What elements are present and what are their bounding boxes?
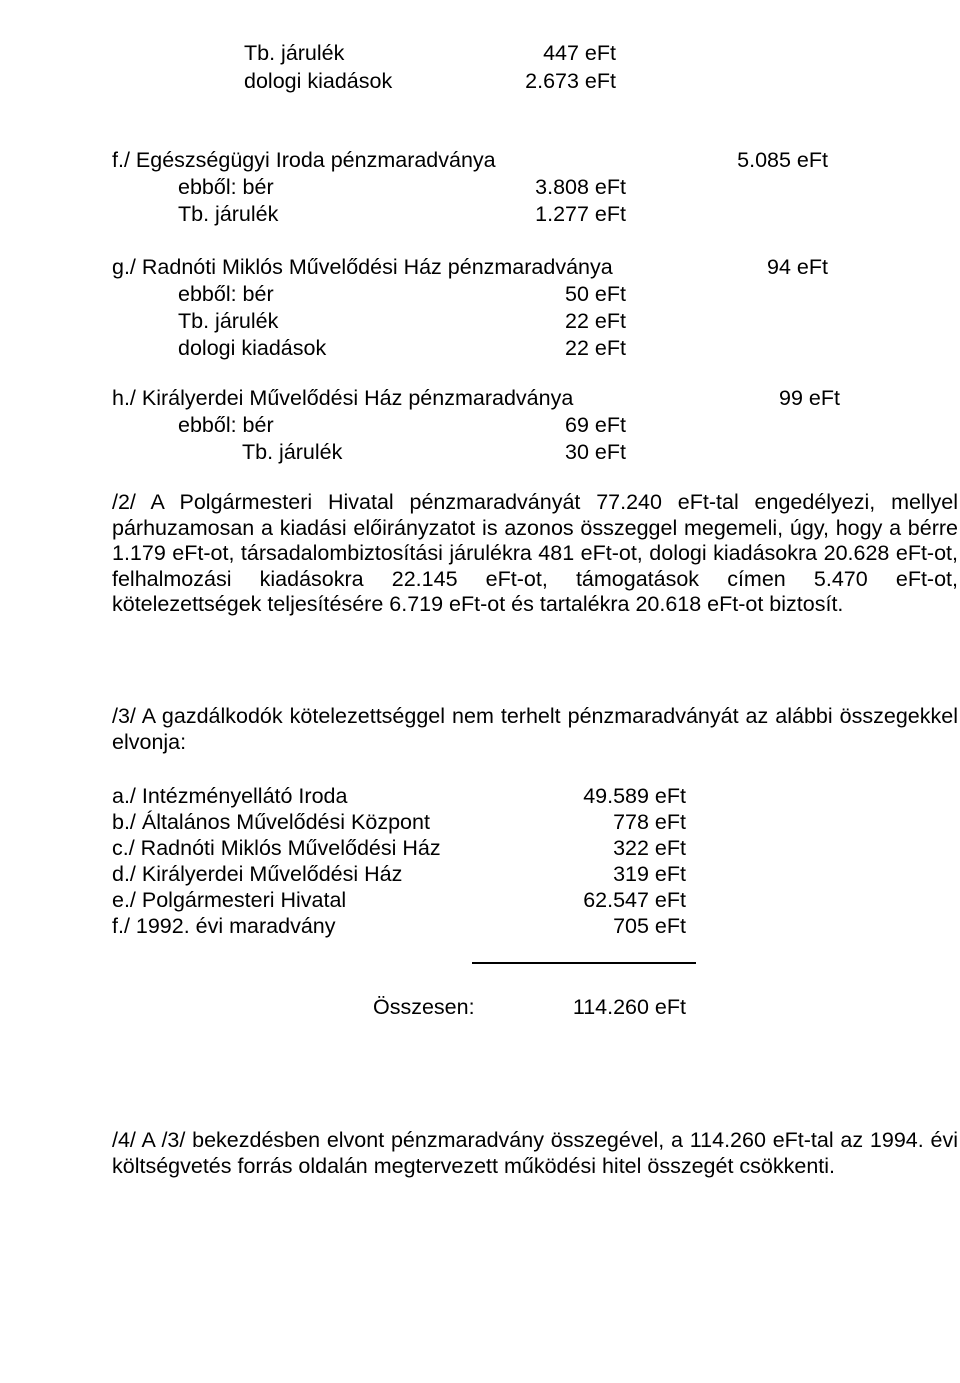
top-row-label: dologi kiadások xyxy=(244,69,393,93)
section-h-row-amount: 69 eFt xyxy=(565,413,626,437)
section-g-row-label: Tb. járulék xyxy=(178,309,279,333)
section-h-row-label: ebből: bér xyxy=(178,413,274,437)
list-item-label: d./ Királyerdei Művelődési Ház xyxy=(112,862,403,886)
list-item-amount: 778 eFt xyxy=(613,810,686,834)
list-item-amount: 49.589 eFt xyxy=(583,784,686,808)
section-g-row-amount: 22 eFt xyxy=(565,336,626,360)
paragraph-4: /4/ A /3/ bekezdésben elvont pénzmaradvány összegével, a 114.260 eFt-tal az 1994. évi költségvetés forrás oldalán megtervezett működési hitel összegét csökkenti. xyxy=(112,1128,958,1178)
list-item-label: c./ Radnóti Miklós Művelődési Ház xyxy=(112,836,441,860)
section-h-row-label: Tb. járulék xyxy=(242,440,343,464)
section-f-row-label: Tb. járulék xyxy=(178,202,279,226)
top-row-amount: 2.673 eFt xyxy=(525,69,616,93)
list-item-label: a./ Intézményellátó Iroda xyxy=(112,784,348,808)
sum-amount: 114.260 eFt xyxy=(572,995,686,1019)
top-row-amount: 447 eFt xyxy=(543,41,616,65)
section-f-row-amount: 3.808 eFt xyxy=(535,175,626,199)
section-f-title: f./ Egészségügyi Iroda pénzmaradványa xyxy=(112,148,496,172)
section-g-title: g./ Radnóti Miklós Művelődési Ház pénzmaradványa xyxy=(112,255,613,279)
paragraph-2: /2/ A Polgármesteri Hivatal pénzmaradványát 77.240 eFt-tal engedélyezi, mellyel párhuzamosan a kiadási előirányzatot is azonos összeggel megemeli, úgy, hogy a bérre 1.179 eFt-ot, társadalombiztosítási járulékra 481 eFt-ot, dologi kiadásokra 20.628 eFt-ot, felhalmozási kiadásokra 22.145 eFt-ot, támogatások címen 5.470 eFt-ot, kötelezettségek teljesítésére 6.719 eFt-ot és tartalékra 20.618 eFt-ot biztosít. xyxy=(112,490,958,616)
section-f-row-amount: 1.277 eFt xyxy=(535,202,626,226)
section-g-row-amount: 22 eFt xyxy=(565,309,626,333)
section-g-row-amount: 50 eFt xyxy=(565,282,626,306)
paragraph-3: /3/ A gazdálkodók kötelezettséggel nem terhelt pénzmaradványát az alábbi összegekkel elvonja: xyxy=(112,704,958,754)
sum-rule xyxy=(472,962,696,964)
list-item-amount: 319 eFt xyxy=(613,862,686,886)
sum-label: Összesen: xyxy=(373,995,475,1019)
top-row-label: Tb. járulék xyxy=(244,41,345,65)
section-g-row-label: ebből: bér xyxy=(178,282,274,306)
list-item-amount: 62.547 eFt xyxy=(583,888,686,912)
section-f-row-label: ebből: bér xyxy=(178,175,274,199)
list-item-amount: 322 eFt xyxy=(613,836,686,860)
section-h-total: 99 eFt xyxy=(779,386,840,410)
section-g-total: 94 eFt xyxy=(767,255,828,279)
section-g-row-label: dologi kiadások xyxy=(178,336,327,360)
section-h-row-amount: 30 eFt xyxy=(565,440,626,464)
list-item-label: e./ Polgármesteri Hivatal xyxy=(112,888,347,912)
list-item-label: f./ 1992. évi maradvány xyxy=(112,914,336,938)
section-h-title: h./ Királyerdei Művelődési Ház pénzmaradványa xyxy=(112,386,574,410)
list-item-amount: 705 eFt xyxy=(613,914,686,938)
list-item-label: b./ Általános Művelődési Központ xyxy=(112,810,430,834)
section-f-total: 5.085 eFt xyxy=(737,148,828,172)
